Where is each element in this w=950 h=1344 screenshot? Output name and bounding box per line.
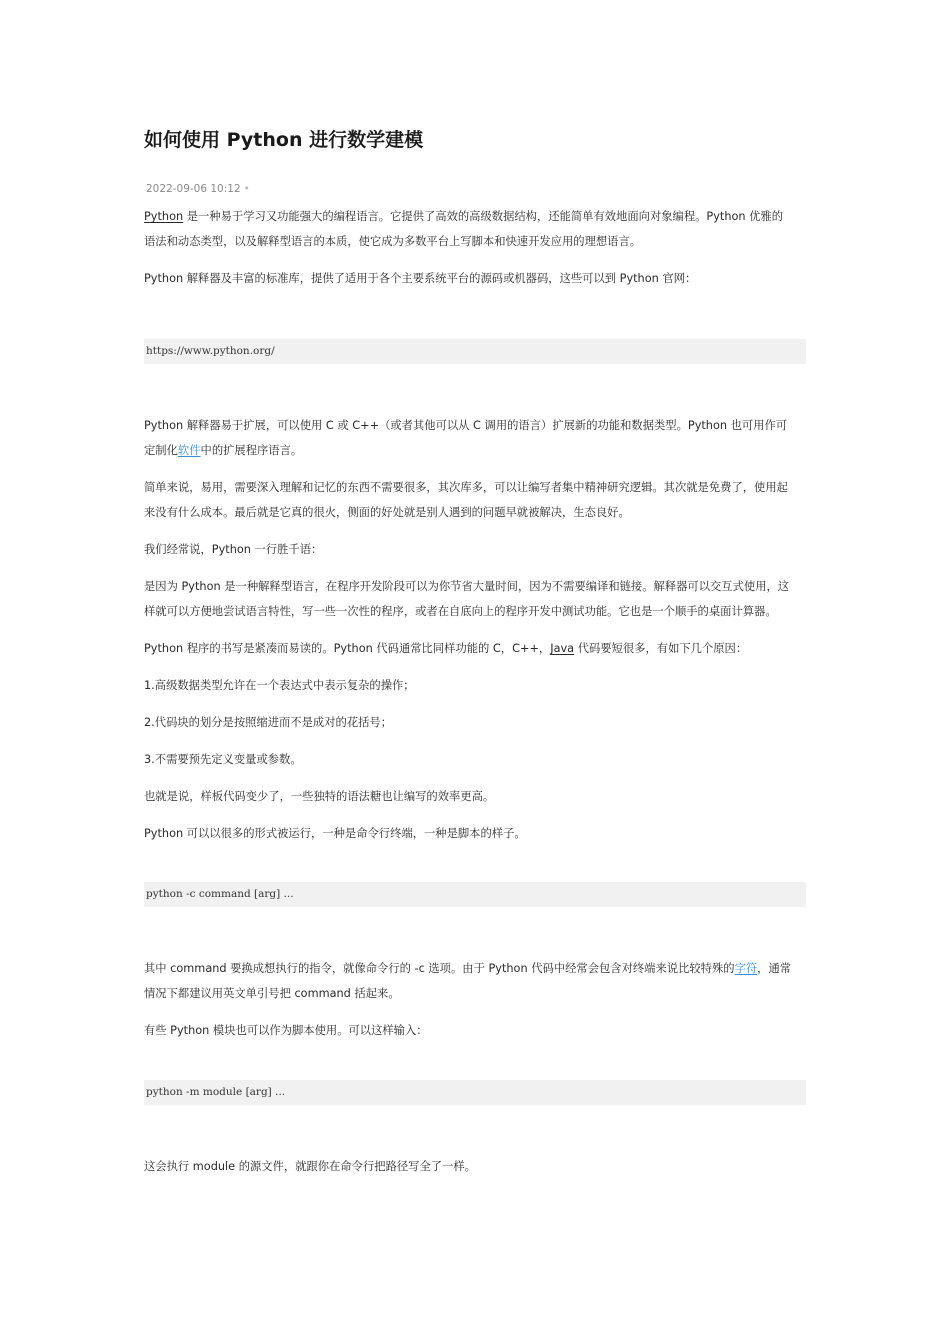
compact-text-1: Python 程序的书写是紧凑而易读的。Python 代码通常比同样功能的 C，C++，	[144, 642, 551, 655]
list-item: 3.不需要预先定义变量或参数。	[144, 753, 302, 766]
paragraph-compact	[144, 636, 806, 661]
compact-text-2: 代码要短很多，有如下几个原因：	[574, 642, 748, 655]
intro-text-2: 语法和动态类型，以及解释型语言的本质，使它成为多数平台上写脚本和快速开发应用的理想语言。	[144, 235, 642, 248]
paragraph-extension	[144, 413, 806, 463]
paragraph-interpreter: Python 解释器及丰富的标准库，提供了适用于各个主要系统平台的源码或机器码，这些可以到 Python 官网：	[144, 272, 697, 285]
extension-text-3: 中的扩展程序语言。	[200, 444, 303, 457]
intro-text-1: 是一种易于学习又功能强大的编程语言。它提供了高效的高级数据结构，还能简单有效地面向对象编程。Python 优雅的	[183, 210, 784, 223]
character-link[interactable]: 字符	[734, 962, 758, 975]
article	[144, 126, 806, 1179]
interpreted-text-2: 样就可以方便地尝试语言特性，写一些一次性的程序，或者在自底向上的程序开发中测试功能。它也是一个顺手的桌面计算器。	[144, 605, 777, 618]
page-title: 如何使用 Python 进行数学建模	[144, 129, 424, 151]
intro-paragraph	[144, 204, 806, 254]
paragraph-module-exec: 这会执行 module 的源文件，就跟你在命令行把路径写全了一样。	[144, 1160, 476, 1173]
interpreted-text-1: 是因为 Python 是一种解释型语言，在程序开发阶段可以为你节省大量时间，因为不需要编译和链接。解释器可以交互式使用，这	[144, 580, 790, 593]
code-block-command: python -c command [arg] ...	[144, 882, 806, 907]
extension-text-2: 定制化	[144, 444, 178, 457]
java-link[interactable]: Java	[550, 642, 575, 655]
software-link[interactable]: 软件	[177, 444, 201, 457]
paragraph-boilerplate: 也就是说，样板代码变少了，一些独特的语法糖也让编写的效率更高。	[144, 790, 495, 803]
summary-text-2: 来没有什么成本。最后就是它真的很火，侧面的好处就是别人遇到的问题早就被解决，生态良好。	[144, 506, 630, 519]
meta-dot-icon: •	[243, 183, 250, 195]
paragraph-interpreted	[144, 574, 806, 624]
paragraph-saying: 我们经常说，Python 一行胜千语：	[144, 543, 323, 556]
paragraph-command	[144, 956, 806, 1006]
command-text-3: 情况下都建议用英文单引号把 command 括起来。	[144, 987, 400, 1000]
summary-text-1: 简单来说，易用，需要深入理解和记忆的东西不需要很多，其次库多，可以让编写者集中精神研究逻辑。其次就是免费了，使用起	[144, 481, 788, 494]
command-text-2: ，通常	[757, 962, 792, 975]
publish-date: 2022-09-06 10:12	[146, 183, 241, 195]
paragraph-summary	[144, 475, 806, 525]
command-text-1: 其中 command 要换成想执行的指令，就像命令行的 -c 选项。由于 Python 代码中经常会包含对终端来说比较特殊的	[144, 962, 735, 975]
paragraph-run-forms: Python 可以以很多的形式被运行，一种是命令行终端，一种是脚本的样子。	[144, 827, 526, 840]
post-meta	[144, 182, 806, 196]
code-block-module: python -m module [arg] ...	[144, 1080, 806, 1105]
list-item: 1.高级数据类型允许在一个表达式中表示复杂的操作；	[144, 679, 415, 692]
python-link[interactable]: Python	[144, 210, 184, 223]
code-block-url: https://www.python.org/	[144, 339, 806, 364]
extension-text-1: Python 解释器易于扩展，可以使用 C 或 C++（或者其他可以从 C 调用的语言）扩展新的功能和数据类型。Python 也可用作可	[144, 419, 788, 432]
list-item: 2.代码块的划分是按照缩进而不是成对的花括号；	[144, 716, 393, 729]
paragraph-modules: 有些 Python 模块也可以作为脚本使用。可以这样输入：	[144, 1024, 428, 1037]
